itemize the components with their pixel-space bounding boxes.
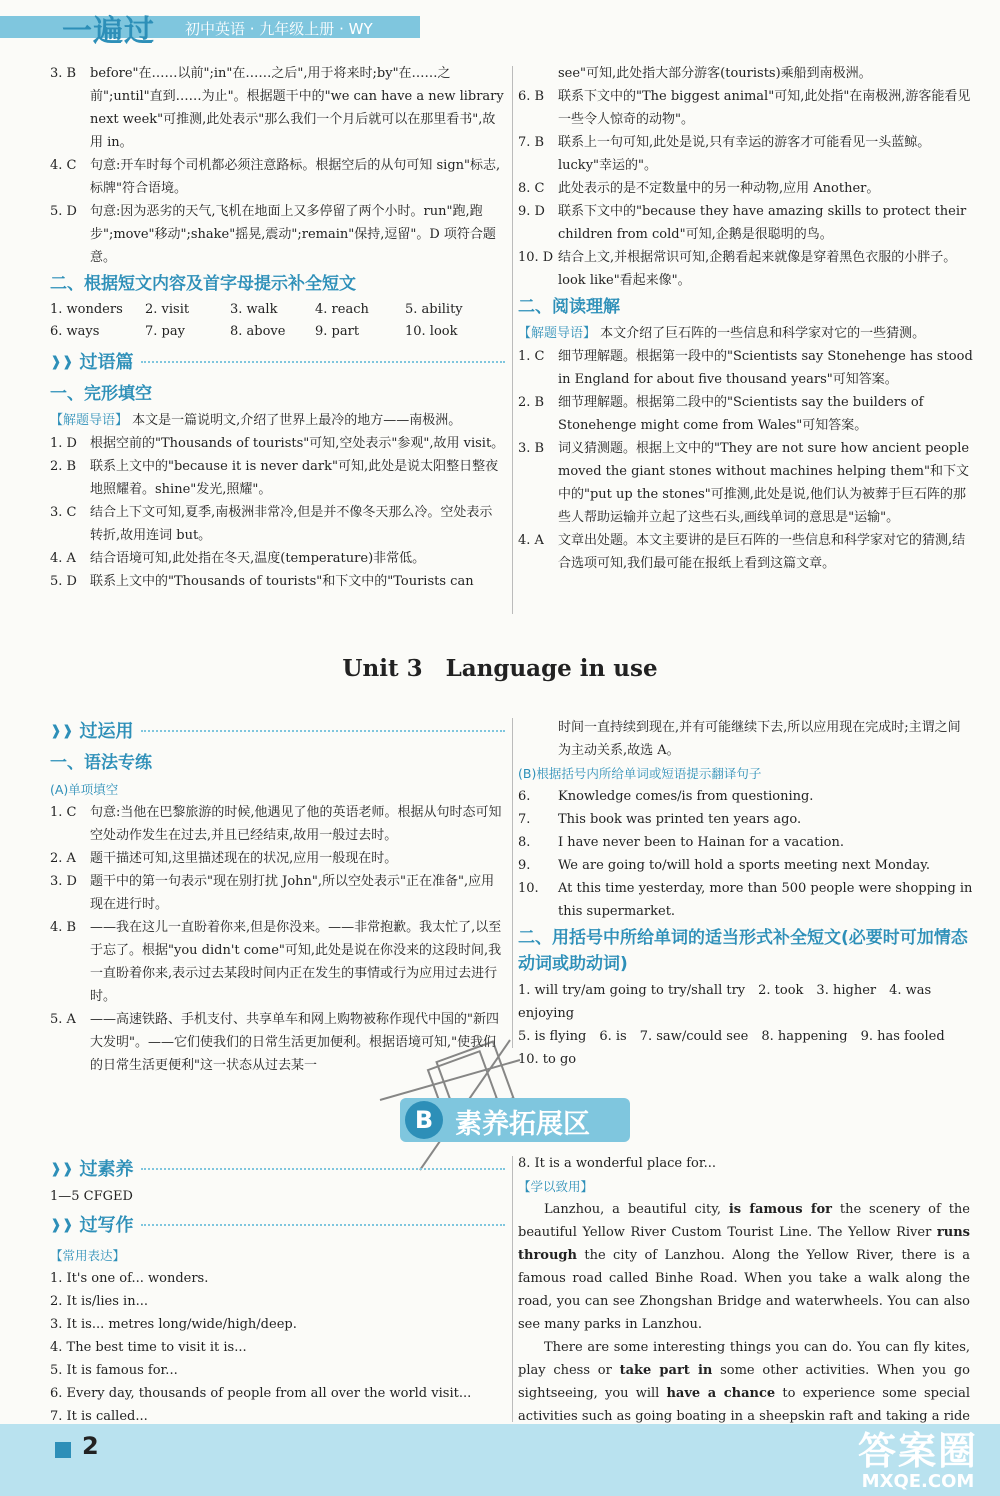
- book-subject: 初中英语 · 九年级上册 · WY: [185, 20, 373, 38]
- answer-item: 10. At this time yesterday, more than 500 people were shopping in this supermarket.: [518, 881, 973, 919]
- answer-item: 2. B 细节理解题。根据第二段中的"Scientists say the builders of Stonehenge might come from Wales"可知答案。: [518, 395, 924, 433]
- answer-item: 5. D 句意:因为恶劣的天气,飞机在地面上又多停留了两个小时。run"跑,跑步";move"移动";shake"摇晃,震动";remain"保持,逗留"。D 项符合题意。: [50, 204, 496, 265]
- subsection-label: (B)根据括号内所给单词或短语提示翻译句子: [518, 766, 762, 781]
- continued-text: 时间一直持续到现在,并有可能继续下去,所以应用现在完成时;主谓之间为主动关系,故选 A。: [558, 720, 961, 758]
- section-title: 一、语法专练: [50, 753, 152, 773]
- expression-item: 1. It's one of... wonders.: [50, 1271, 209, 1286]
- page-marker-icon: [55, 1442, 71, 1458]
- answer-item: 1. C 细节理解题。根据第一段中的"Scientists say Stonehenge has stood in England for about five thousand years"可知答案。: [518, 349, 973, 387]
- section-letter: B: [405, 1101, 443, 1139]
- section-title: 二、用括号中所给单词的适当形式补全短文(必要时可加情态动词或助动词): [518, 928, 968, 974]
- word-answer: 5. ability: [405, 302, 463, 317]
- word-answer: 2. visit: [145, 302, 190, 317]
- subsection-label: (A)单项填空: [50, 782, 119, 797]
- page-number: 2: [82, 1432, 99, 1460]
- expression-item: 3. It is... metres long/wide/high/deep.: [50, 1317, 297, 1332]
- word-answer: 9. part: [315, 324, 360, 339]
- word-answer: 7. pay: [145, 324, 185, 339]
- answer-item: 9. We are going to/will hold a sports meeting next Monday.: [518, 858, 930, 873]
- answer-line: 1. will try/am going to try/shall try 2. took 3. higher 4. was enjoying: [518, 983, 932, 1021]
- answer-line: 10. to go: [518, 1052, 577, 1067]
- guide-text: 【解题导语】 本文介绍了巨石阵的一些信息和科学家对它的一些猜测。: [518, 326, 926, 341]
- book-logo: 一遍过: [62, 14, 155, 49]
- expression-item: 2. It is/lies in...: [50, 1294, 148, 1309]
- answer-item: 4. A 文章出处题。本文主要讲的是巨石阵的一些信息和科学家对它的猜测,结合选项可知,我们最可能在报纸上看到这篇文章。: [518, 533, 966, 571]
- guide-text: 【解题导语】 本文是一篇说明文,介绍了世界上最冷的地方——南极洲。: [50, 413, 462, 428]
- answer-line: 1—5 CFGED: [50, 1189, 133, 1204]
- word-answer: 8. above: [230, 324, 286, 339]
- answer-item: 8. I have never been to Hainan for a vacation.: [518, 835, 844, 850]
- chevron-icon: ❱❱: [50, 722, 74, 739]
- answer-item: 1. C 句意:当他在巴黎旅游的时候,他遇见了他的英语老师。根据从句时态可知空处动作发生在过去,并且已经结束,故用一般过去时。: [50, 805, 502, 843]
- section-banner: ❱❱ 过运用: [50, 716, 505, 746]
- section-banner: ❱❱ 过语篇: [50, 347, 505, 377]
- answer-item: 3. B 词义猜测题。根据上文中的"They are not sure how ancient people moved the giant stones without machines helping them"和下文中的"put up the stones"可推测,此处是说,他们认为被葬于巨石阵的那些人帮助运输并立起了这些石头,画线单词的意思是"运输"。: [518, 441, 970, 525]
- expression-item: 5. It is famous for...: [50, 1363, 178, 1378]
- section-banner: ❱❱ 过写作: [50, 1210, 505, 1240]
- word-answer: 10. look: [405, 324, 458, 339]
- chevron-icon: ❱❱: [50, 353, 74, 370]
- answer-item: 4. A 结合语境可知,此处指在冬天,温度(temperature)非常低。: [50, 551, 426, 566]
- left-bottom-column: [50, 1150, 505, 1428]
- answer-line: 5. is flying 6. is 7. saw/could see 8. happening 9. has fooled: [518, 1029, 945, 1044]
- unit-title: Unit 3 Language in use: [342, 655, 658, 682]
- answer-item: 4. B ——我在这儿一直盼着你来,但是你没来。——非常抱歉。我太忙了,以至于忘了。根据"you didn't come"可知,此处是说在你没来的这段时间,我一直盼着你来,表示过去某段时间内正在发生的事情或行为应用过去进行时。: [50, 920, 502, 1004]
- expression-item: 8. It is a wonderful place for...: [518, 1156, 717, 1171]
- answer-item: 7. B 联系上一句可知,此处是说,只有幸运的游客才可能看见一头蓝鲸。lucky"幸运的"。: [518, 135, 931, 173]
- answer-item: 4. C 句意:开车时每个司机都必须注意路标。根据空后的从句可知 sign"标志,标牌"符合语境。: [50, 158, 501, 196]
- subsection-label: 【学以致用】: [518, 1179, 594, 1194]
- answer-item: 5. D 联系上文中的"Thousands of tourists"和下文中的"Tourists can: [50, 574, 474, 589]
- answer-item: 3. C 结合上下文可知,夏季,南极洲非常冷,但是并不像冬天那么冷。空处表示转折,故用连词 but。: [50, 505, 493, 543]
- chevron-icon: ❱❱: [50, 1160, 74, 1177]
- watermark: 答案圈 MXQE.COM: [857, 1429, 978, 1492]
- word-answers: [50, 299, 505, 343]
- word-answer: 3. walk: [230, 302, 278, 317]
- right-top-column: [518, 62, 973, 575]
- section-banner: ❱❱ 过素养: [50, 1154, 505, 1184]
- right-mid-column: [518, 716, 973, 1071]
- answer-item: 3. D 题干中的第一句表示"现在别打扰 John",所以空处表示"正在准备",应用现在进行时。: [50, 874, 495, 912]
- answer-item: 10. D 结合上文,并根据常识可知,企鹅看起来就像是穿着黑色衣服的小胖子。look like"看起来像"。: [518, 250, 957, 288]
- answer-item: 9. D 联系下文中的"because they have amazing skills to protect their children from cold"可知,企鹅是很聪明的鸟。: [518, 204, 967, 242]
- left-mid-column: [50, 712, 505, 1077]
- continued-text: see"可知,此处指大部分游客(tourists)乘船到南极洲。: [558, 66, 872, 81]
- answer-item: 7. This book was printed ten years ago.: [518, 812, 802, 827]
- answer-item: 3. B before"在……以前";in"在……之后",用于将来时;by"在……之前";until"直到……为止"。根据题干中的"we can have a new library next week"可推测,此处表示"那么我们一个月后就可以在那里看书",故用 in。: [50, 66, 504, 150]
- page-header: [0, 0, 1000, 50]
- expression-item: 4. The best time to visit it is...: [50, 1340, 247, 1355]
- chevron-icon: ❱❱: [50, 1216, 74, 1233]
- extension-title: 素养拓展区: [455, 1109, 590, 1140]
- expression-item: 7. It is called...: [50, 1409, 148, 1424]
- word-answer: 1. wonders: [50, 302, 123, 317]
- answer-item: 6. Knowledge comes/is from questioning.: [518, 789, 814, 804]
- answer-item: 2. B 联系上文中的"because it is never dark"可知,此处是说太阳整日整夜地照耀着。shine"发光,照耀"。: [50, 459, 499, 497]
- section-title: 二、根据短文内容及首字母提示补全短文: [50, 274, 356, 294]
- section-title: 一、完形填空: [50, 384, 152, 404]
- extension-banner: [400, 1098, 630, 1142]
- word-answer: 6. ways: [50, 324, 100, 339]
- answer-item: 5. A ——高速铁路、手机支付、共享单车和网上购物被称作现代中国的"新四大发明"。——它们使我们的日常生活更加便利。根据语境可知,"使我们的日常生活更便利"这一状态从过去某一: [50, 1012, 499, 1073]
- answer-item: 1. D 根据空前的"Thousands of tourists"可知,空处表示"参观",故用 visit。: [50, 436, 505, 451]
- page-footer: [0, 1424, 1000, 1496]
- essay-paragraph: There are some interesting things you can do. You can fly kites, play chess or take part in some other activities. When you go sightseeing, you will have a chance to experience some special activities such as going boating in a sheepskin raft and taking a ride: [518, 1340, 971, 1424]
- answer-item: 8. C 此处表示的是不定数量中的另一种动物,应用 Another。: [518, 181, 880, 196]
- expression-item: 6. Every day, thousands of people from all over the world visit...: [50, 1386, 472, 1401]
- left-top-column: [50, 62, 505, 593]
- subsection-label: 【常用表达】: [50, 1248, 126, 1263]
- section-title: 二、阅读理解: [518, 297, 620, 317]
- essay-paragraph: Lanzhou, a beautiful city, is famous for the scenery of the beautiful Yellow River Custom Tourist Line. The Yellow River runs through the city of Lanzhou. Along the Yellow River, there is a famous road called Binhe Road. When you take a walk along the road, you can see Zhongshan Bridge and waterwheels. You can also see many parks in Lanzhou.: [518, 1202, 970, 1332]
- answer-item: 6. B 联系下文中的"The biggest animal"可知,此处指"在南极洲,游客能看见一些令人惊奇的动物"。: [518, 89, 971, 127]
- word-answer: 4. reach: [315, 302, 369, 317]
- answer-item: 2. A 题干描述可知,这里描述现在的状况,应用一般现在时。: [50, 851, 398, 866]
